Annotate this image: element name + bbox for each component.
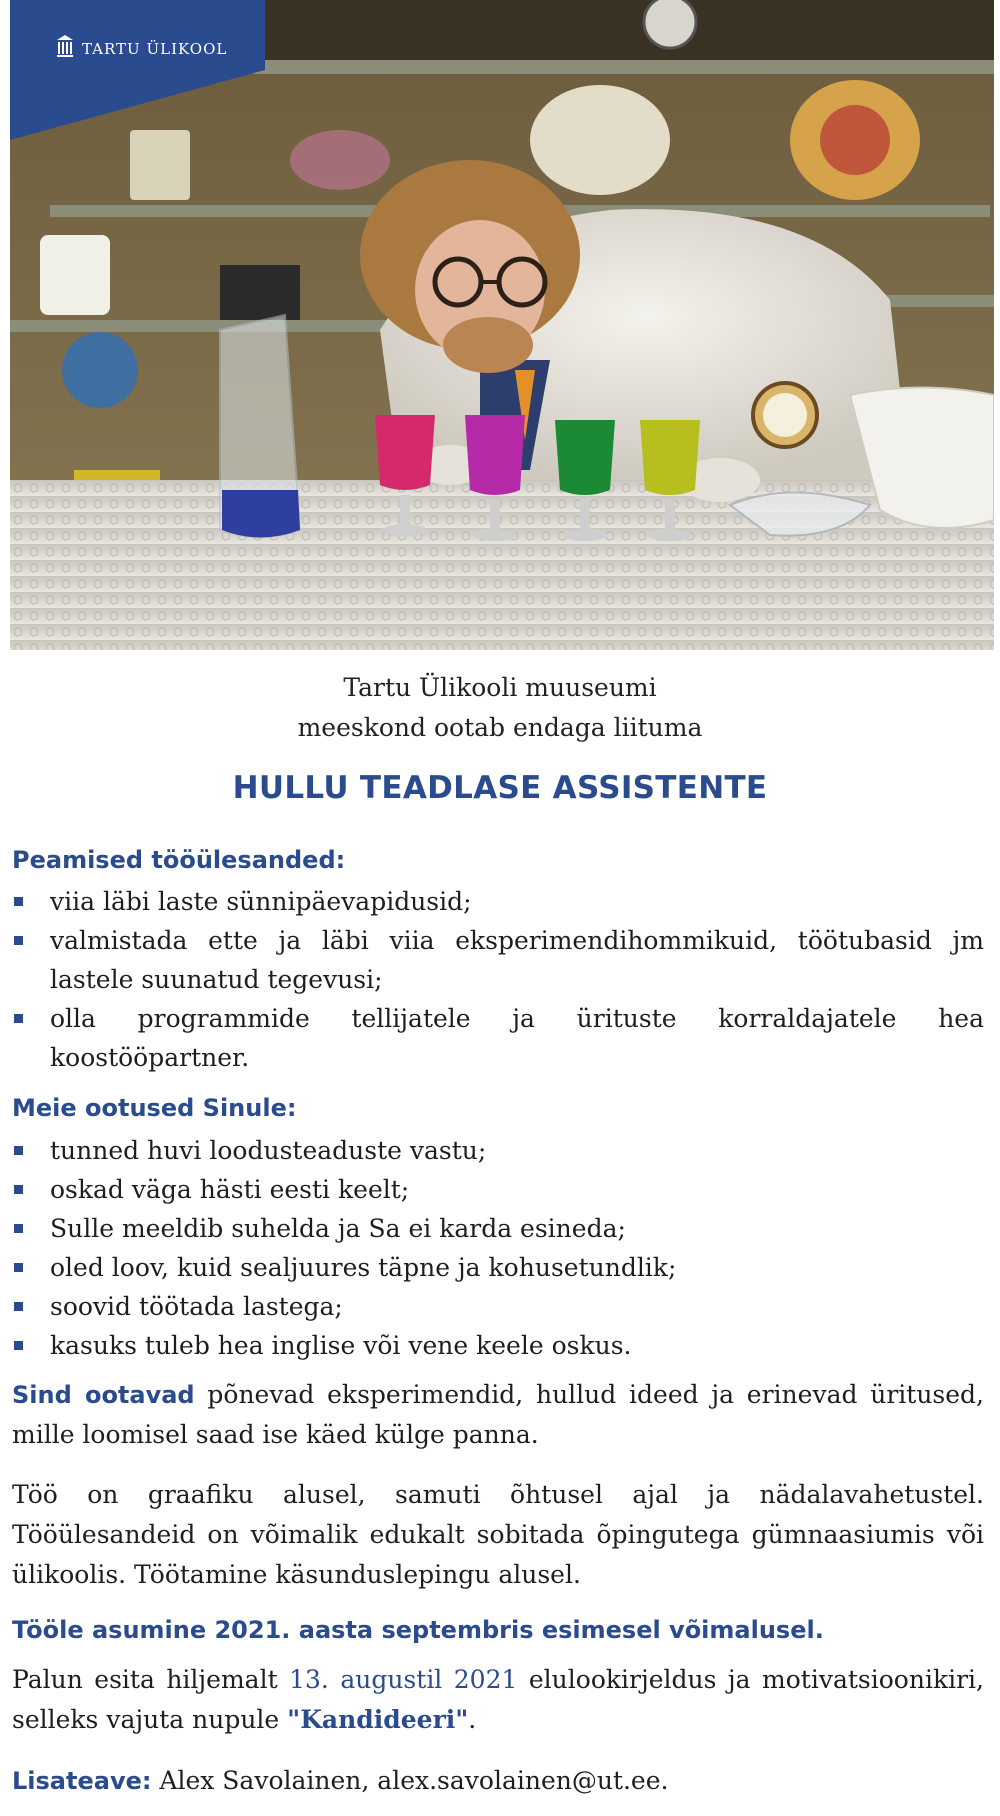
bullet-icon	[14, 1302, 23, 1311]
schedule-paragraph: Töö on graafiku alusel, samuti õhtusel ajal ja nädalavahetustel. Tööülesandeid on võimalik edukalt sobitada õpingutega gümnaasiumis või ülikoolis. Töötamine käsunduslepingu alusel.	[12, 1480, 984, 1589]
apply-paragraph: Palun esita hiljemalt 13. augustil 2021 elulookirjeldus ja motivatsioonikiri, selleks vajuta nupule "Kandideeri".	[12, 1665, 984, 1734]
bullet-icon	[14, 1263, 23, 1272]
intro-line-1: Tartu Ülikooli muuseumi	[343, 673, 657, 702]
hero-photo	[10, 0, 994, 650]
bullet-icon	[14, 1224, 23, 1233]
expectations-list	[12, 1131, 984, 1365]
list-item: viia läbi laste sünnipäevapidusid;	[12, 882, 984, 921]
intro-line-2: meeskond ootab endaga liituma	[297, 713, 703, 742]
contact-text[interactable]: Alex Savolainen, alex.savolainen@ut.ee.	[151, 1766, 669, 1795]
bullet-icon	[14, 1341, 23, 1350]
list-item: olla programmide tellijatele ja ürituste korraldajatele hea koostööpartner.	[12, 999, 984, 1077]
bullet-icon	[14, 1014, 23, 1023]
list-item: soovid töötada lastega;	[12, 1287, 984, 1326]
list-item: oled loov, kuid sealjuures täpne ja kohusetundlik;	[12, 1248, 984, 1287]
university-logo-icon	[56, 34, 74, 58]
bullet-icon	[14, 1185, 23, 1194]
university-logo-text: TARTU ÜLIKOOL	[82, 40, 228, 58]
duties-list	[12, 882, 984, 1077]
list-item: Sulle meeldib suhelda ja Sa ei karda esineda;	[12, 1209, 984, 1248]
duties-heading: Peamised tööülesanded:	[12, 846, 346, 874]
deadline-date: 13. augustil 2021	[289, 1665, 518, 1694]
bullet-icon	[14, 1146, 23, 1155]
offer-text: põnevad eksperimendid, hullud ideed ja erinevad üritused, mille loomisel saad ise käed külge panna.	[12, 1380, 985, 1449]
expectations-heading: Meie ootused Sinule:	[12, 1094, 297, 1122]
contact-line	[12, 1761, 984, 1801]
bullet-icon	[14, 897, 23, 906]
contact-label: Lisateave:	[12, 1767, 152, 1795]
apply-button-reference: "Kandideeri"	[287, 1705, 469, 1734]
list-item: valmistada ette ja läbi viia eksperimendihommikuid, töötubasid jm lastele suunatud tegevusi;	[12, 921, 984, 999]
offer-lead: Sind ootavad	[12, 1381, 195, 1409]
logo-banner	[10, 0, 265, 140]
start-date-text: Tööle asumine 2021. aasta septembris esimesel võimalusel.	[12, 1616, 824, 1644]
job-title: HULLU TEADLASE ASSISTENTE	[232, 770, 768, 806]
bullet-icon	[14, 936, 23, 945]
offer-paragraph	[12, 1375, 984, 1455]
list-item: oskad väga hästi eesti keelt;	[12, 1170, 984, 1209]
list-item: tunned huvi loodusteaduste vastu;	[12, 1131, 984, 1170]
list-item: kasuks tuleb hea inglise või vene keele oskus.	[12, 1326, 984, 1365]
